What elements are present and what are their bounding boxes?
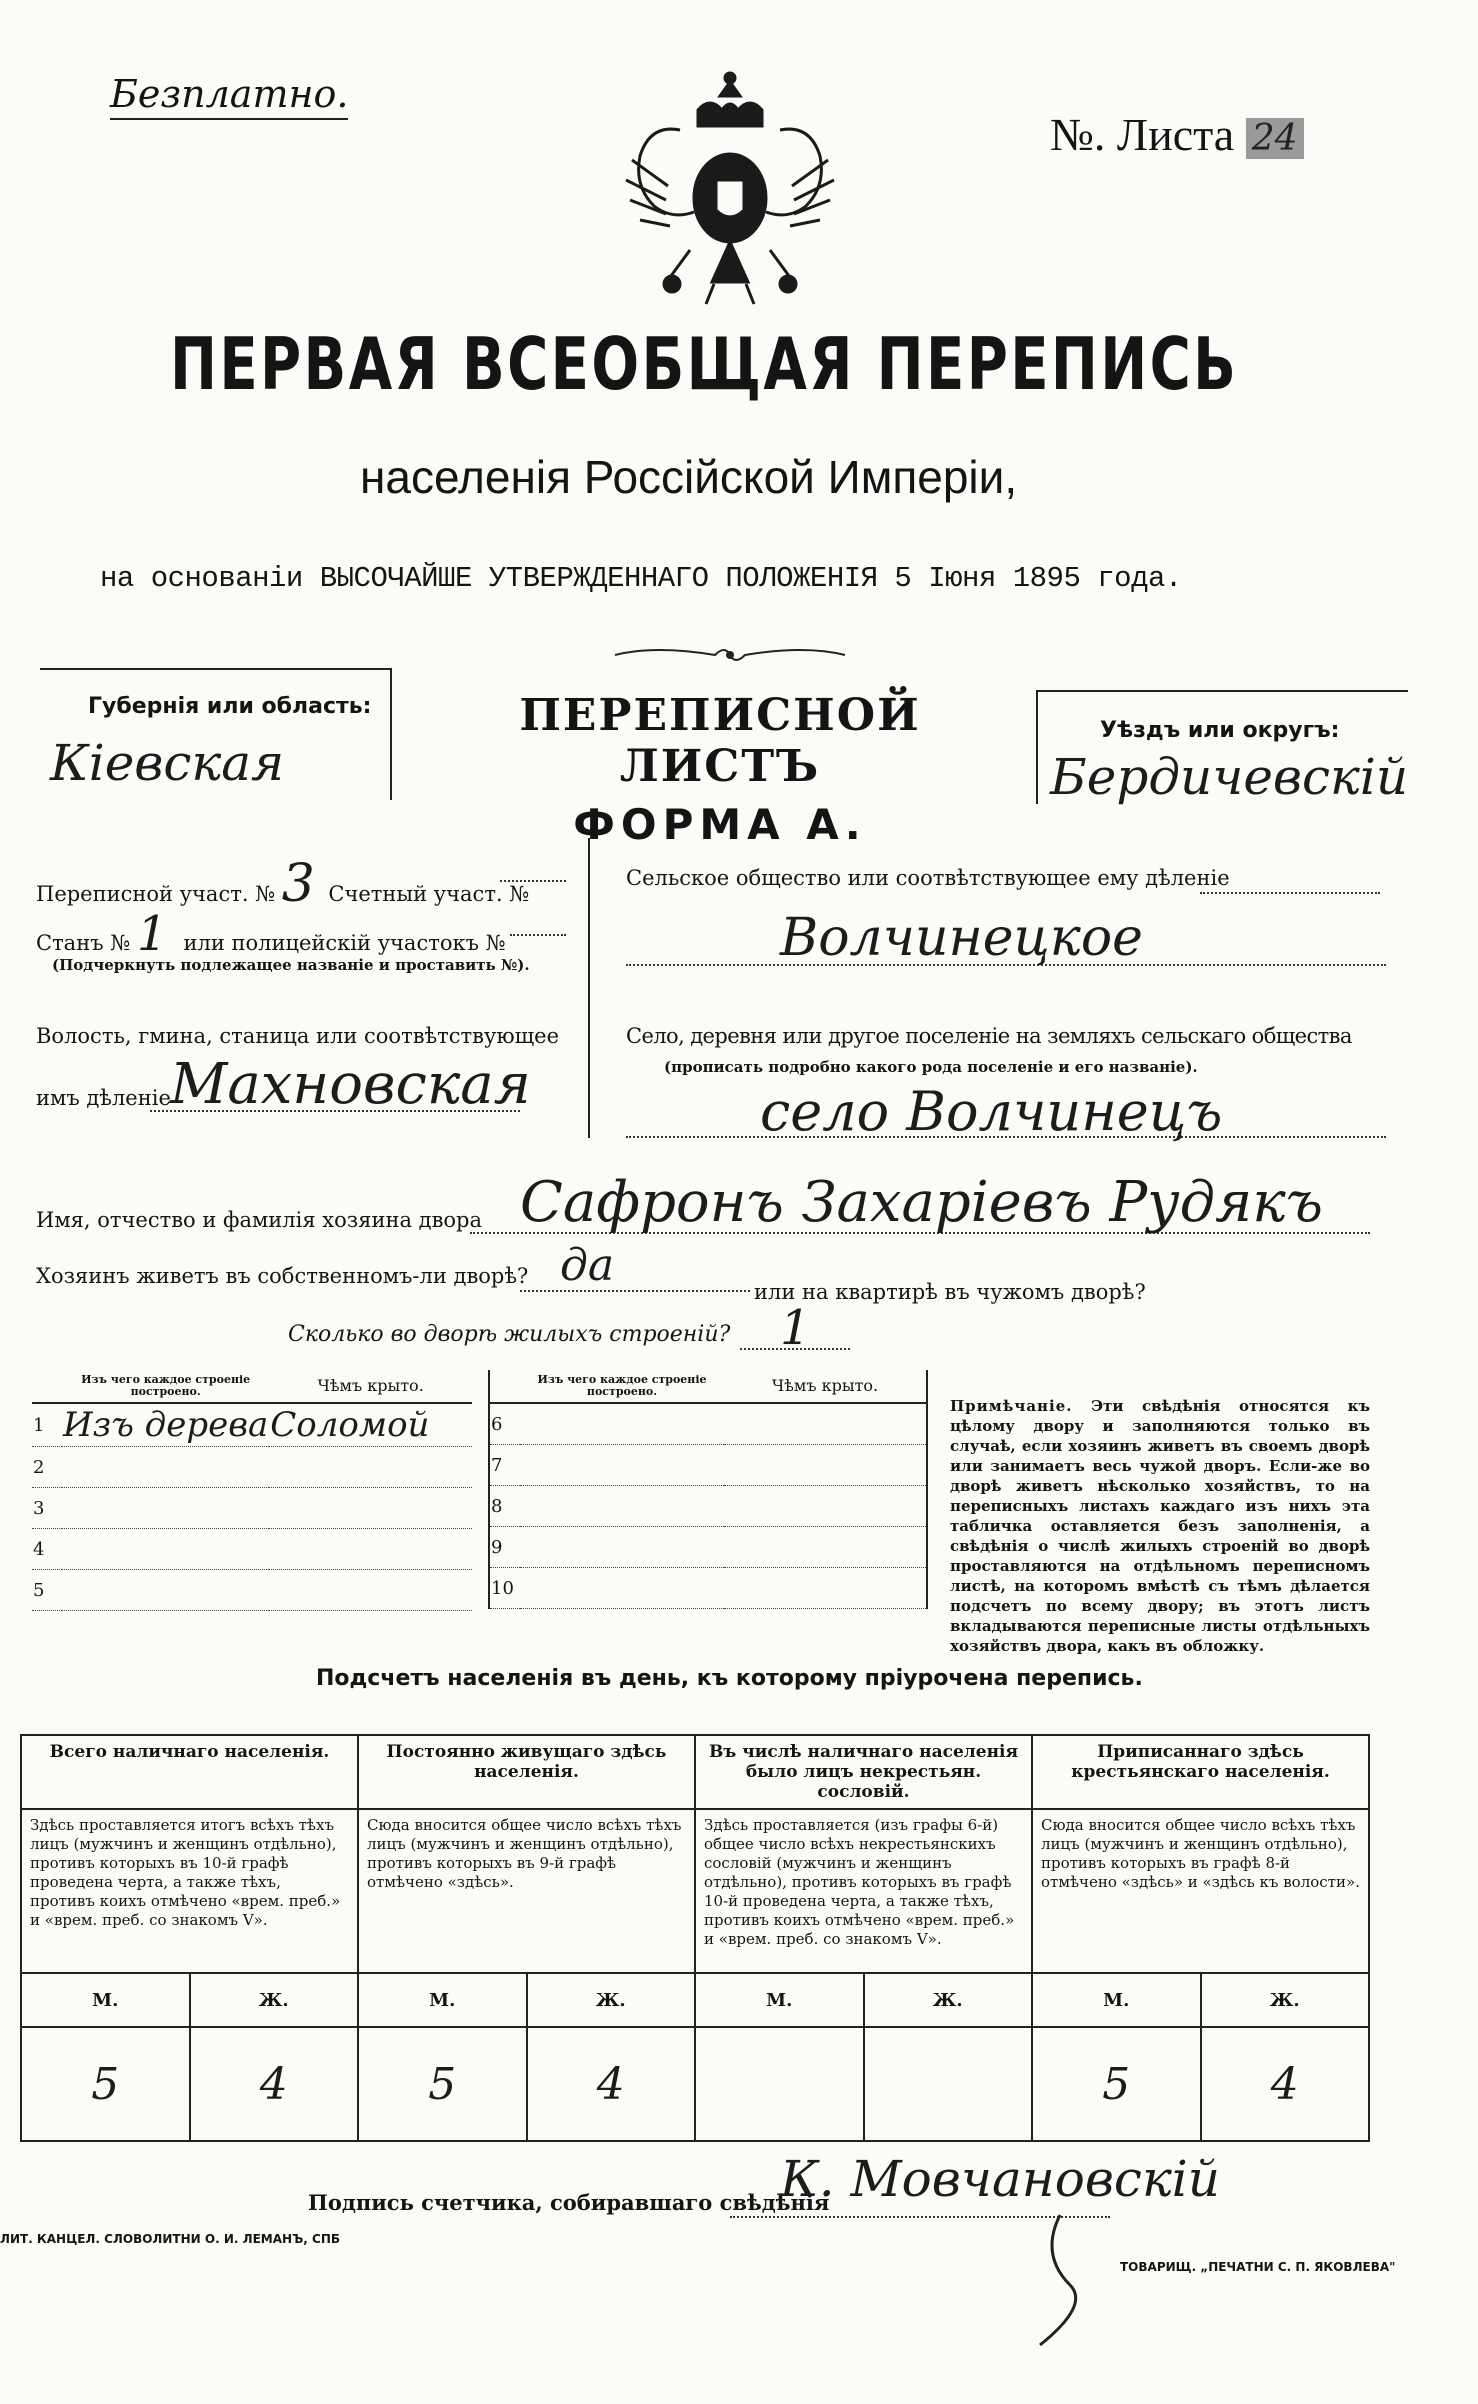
free-label: Безплатно. [110, 72, 348, 120]
guberniya-value: Кіевская [50, 734, 285, 792]
own-yard-label: Хозяинъ живетъ въ собственномъ-ли дворѣ? [36, 1264, 529, 1288]
table-row: 8 [489, 1486, 927, 1527]
desc-registered-peasant: Сюда вносится общее число всѣхъ тѣхъ лицъ (мужчинъ и женщинъ отдѣльно), противъ которыхъ въ графѣ 8-й отмѣчено «здѣсь» и «здѣсь къ волости». [1032, 1809, 1369, 1973]
owner-name-value: Сафронъ Захарiевъ Рудякъ [520, 1170, 1324, 1235]
f-label: Ж. [864, 1973, 1033, 2027]
column-divider [588, 838, 590, 1138]
m-label: М. [358, 1973, 527, 2027]
stan-value: 1 [136, 906, 168, 962]
f-label: Ж. [527, 1973, 696, 2027]
roof-1: Соломой [269, 1403, 472, 1447]
col-material: Изъ чего каждое строеніе построено. [62, 1370, 269, 1403]
owner-name-label: Имя, отчество и фамилія хозяина двора [36, 1208, 483, 1232]
stan-note: (Подчеркнуть подлежащее названіе и проставить №). [52, 956, 530, 974]
f-label: Ж. [190, 1973, 359, 2027]
buildings-table-left [32, 1370, 472, 1611]
rented-label: или на квартирѣ въ чужомъ дворѣ? [754, 1280, 1146, 1304]
ornamental-divider [610, 640, 850, 670]
table-row: 9 [489, 1527, 927, 1568]
census-title: ПЕРВАЯ ВСЕОБЩАЯ ПЕРЕПИСЬ [170, 322, 1239, 406]
census-district-row: Переписной участ. № 3 Счетный участ. № [36, 854, 530, 914]
village-note: (прописать подробно какого рода поселеніе и его названіе). [664, 1058, 1198, 1076]
permanent-m-value: 5 [358, 2027, 527, 2141]
village-label: Село, деревня или другое поселеніе на земляхъ сельскаго общества [626, 1024, 1352, 1048]
form-name [420, 690, 1020, 849]
buildings-count-value: 1 [780, 1300, 811, 1356]
footer-left: ЛИТ. КАНЦЕЛ. СЛОВОЛИТНИ О. И. ЛЕМАНЪ, СПБ [0, 2232, 341, 2246]
census-district-value: 3 [281, 854, 315, 914]
m-label: М. [1032, 1973, 1201, 2027]
desc-non-peasant: Здѣсь проставляется (изъ графы 6-й) общее число всѣхъ некрестьянскихъ сословій (мужчинъ и женщинъ отдѣльно), противъ которыхъ въ графѣ 10-й проведена черта, а также тѣхъ, противъ коихъ отмѣчено «врем. преб.» и «врем. преб. со знакомъ V». [695, 1809, 1032, 1973]
f-label: Ж. [1201, 1973, 1370, 2027]
table-row: 3 [32, 1488, 472, 1529]
desc-permanent: Сюда вносится общее число всѣхъ тѣхъ лицъ (мужчинъ и женщинъ отдѣльно), противъ которыхъ въ 9-й графѣ отмѣчено «здѣсь». [358, 1809, 695, 1973]
sheet-number: №. Листа 24 [1050, 108, 1304, 161]
volost-label-2: имъ дѣленіе [36, 1086, 171, 1110]
note [950, 1396, 1370, 1656]
footer-right: ТОВАРИЩ. „ПЕЧАТНИ С. П. ЯКОВЛЕВА" [1120, 2260, 1396, 2274]
stan-row: Станъ № 1 или полицейскій участокъ № [36, 906, 506, 962]
non-peasant-f-value [864, 2027, 1033, 2141]
uezd-value: Бердичевскій [1050, 748, 1409, 806]
table-row: 1 Изъ дерева Соломой [32, 1403, 472, 1447]
census-basis: на основаніи ВЫСОЧАЙШЕ УТВЕРЖДЕННАГО ПОЛОЖЕНІЯ 5 Іюня 1895 года. [100, 562, 1182, 595]
uezd-box [1036, 690, 1408, 804]
table-row: 6 [489, 1403, 927, 1445]
total-f-value: 4 [190, 2027, 359, 2141]
form-name-line2: ФОРМА А. [573, 800, 867, 849]
census-subtitle: населенія Россійской Имперіи, [360, 451, 1018, 503]
buildings-count-label: Сколько во дворѣ жилыхъ строеній? [288, 1322, 731, 1347]
guberniya-label: Губернія или область: [88, 694, 372, 719]
society-label: Сельское общество или соотвѣтствующее ему дѣленіе [626, 866, 1230, 890]
form-name-line1: ПЕРЕПИСНОЙ ЛИСТЪ [519, 690, 921, 792]
col-material: Изъ чего каждое строеніе построено. [520, 1370, 724, 1403]
signature-value: К. Мовчановскій [780, 2150, 1220, 2208]
note-text: Эти свѣдѣнія относятся къ цѣлому двору и заполняются только въ случаѣ, если хозяинъ живетъ въ своемъ дворѣ или занимаетъ весь чужой дворъ. Если-же во дворѣ живетъ нѣсколько хозяйствъ, то на переписныхъ листахъ каждаго изъ нихъ эта табличка оставляется безъ заполненія, а свѣдѣнія о числѣ жилыхъ строеній во дворѣ проставляются на отдѣльномъ переписномъ листѣ, на которомъ вмѣстѣ съ тѣмъ дѣлается подсчетъ по всему двору; въ этотъ листъ вкладываются переписные листы отдѣльныхъ хозяйствъ двора, какъ въ обложку. [950, 1397, 1370, 1655]
table-row: 2 [32, 1447, 472, 1488]
desc-total-present: Здѣсь проставляется итогъ всѣхъ тѣхъ лицъ (мужчинъ и женщинъ отдѣльно), противъ которыхъ въ 10-й графѣ проведена черта, а также тѣхъ, противъ коихъ отмѣчено «врем. преб.» и «врем. преб. со знакомъ V». [21, 1809, 358, 1973]
guberniya-box [40, 668, 392, 800]
registered-m-value: 5 [1032, 2027, 1201, 2141]
m-label: М. [21, 1973, 190, 2027]
village-value: село Волчинецъ [760, 1080, 1223, 1143]
col-registered-peasant: Приписаннаго здѣсь крестьянскаго населенія. [1032, 1735, 1369, 1809]
signature-label: Подпись счетчика, собиравшаго свѣдѣнія [308, 2190, 830, 2215]
col-roof: Чѣмъ крыто. [269, 1370, 472, 1403]
table-row: 10 [489, 1568, 927, 1609]
col-total-present: Всего наличнаго населенія. [21, 1735, 358, 1809]
material-1: Изъ дерева [63, 1405, 269, 1445]
col-roof: Чѣмъ крыто. [724, 1370, 927, 1403]
total-m-value: 5 [21, 2027, 190, 2141]
population-heading: Подсчетъ населенія въ день, къ которому пріурочена перепись. [316, 1666, 1143, 1691]
society-value: Волчинецкое [780, 908, 1143, 968]
table-row: 5 [32, 1570, 472, 1611]
non-peasant-m-value [695, 2027, 864, 2141]
population-table [20, 1734, 1370, 2142]
note-title: Примѣчаніе. [950, 1397, 1073, 1415]
m-label: М. [695, 1973, 864, 2027]
double-headed-eagle-emblem [620, 70, 840, 310]
col-non-peasant: Въ числѣ наличнаго населенія было лицъ некрестьян. сословій. [695, 1735, 1032, 1809]
volost-value: Махновская [170, 1052, 531, 1117]
registered-f-value: 4 [1201, 2027, 1370, 2141]
own-yard-value: да [560, 1240, 615, 1291]
signature-flourish [1000, 2210, 1120, 2350]
table-row: 4 [32, 1529, 472, 1570]
buildings-table-right [488, 1370, 928, 1609]
table-row: 7 [489, 1445, 927, 1486]
sheet-number-value: 24 [1246, 118, 1304, 159]
permanent-f-value: 4 [527, 2027, 696, 2141]
uezd-label: Уѣздъ или округъ: [1100, 718, 1340, 743]
col-permanent: Постоянно живущаго здѣсь населенія. [358, 1735, 695, 1809]
volost-label-1: Волость, гмина, станица или соотвѣтствующее [36, 1024, 560, 1048]
